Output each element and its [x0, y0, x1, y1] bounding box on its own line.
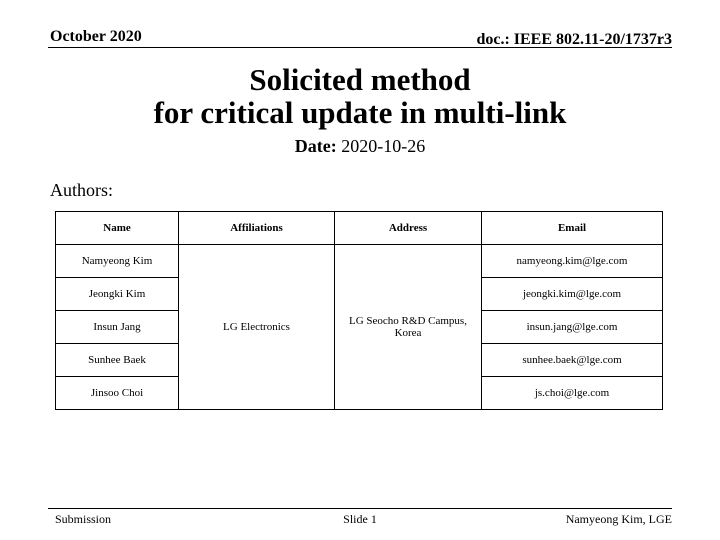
- header-date: October 2020: [50, 28, 142, 45]
- author-name: Namyeong Kim: [56, 245, 179, 278]
- footer-divider: [48, 508, 672, 509]
- date-value: 2020-10-26: [341, 136, 426, 156]
- author-email: jeongki.kim@lge.com: [482, 278, 663, 311]
- title-line-1: Solicited method: [249, 62, 471, 97]
- header-divider: [48, 47, 672, 48]
- footer-slide-number: Slide 1: [343, 512, 377, 526]
- author-name: Jinsoo Choi: [56, 377, 179, 410]
- title-line-2: for critical update in multi-link: [153, 95, 567, 130]
- table-row: [56, 245, 663, 278]
- slide-title: [0, 63, 720, 129]
- header-doc-id: doc.: IEEE 802.11-20/1737r3: [476, 31, 672, 48]
- table-header-row: [56, 212, 663, 245]
- col-header-address: Address: [335, 212, 482, 245]
- author-email: insun.jang@lge.com: [482, 311, 663, 344]
- date-label: Date:: [294, 136, 337, 156]
- col-header-affiliations: Affiliations: [179, 212, 335, 245]
- author-email: namyeong.kim@lge.com: [482, 245, 663, 278]
- author-affiliation: LG Electronics: [179, 245, 335, 410]
- footer-author: Namyeong Kim, LGE: [565, 512, 672, 526]
- author-address: LG Seocho R&D Campus, Korea: [335, 245, 482, 410]
- col-header-email: Email: [482, 212, 663, 245]
- author-email: js.choi@lge.com: [482, 377, 663, 410]
- author-name: Insun Jang: [56, 311, 179, 344]
- author-name: Sunhee Baek: [56, 344, 179, 377]
- author-name: Jeongki Kim: [56, 278, 179, 311]
- date-line: [0, 136, 720, 157]
- footer-submission: Submission: [55, 512, 112, 526]
- col-header-name: Name: [56, 212, 179, 245]
- authors-label: Authors:: [50, 180, 113, 200]
- authors-table: [55, 211, 663, 410]
- author-email: sunhee.baek@lge.com: [482, 344, 663, 377]
